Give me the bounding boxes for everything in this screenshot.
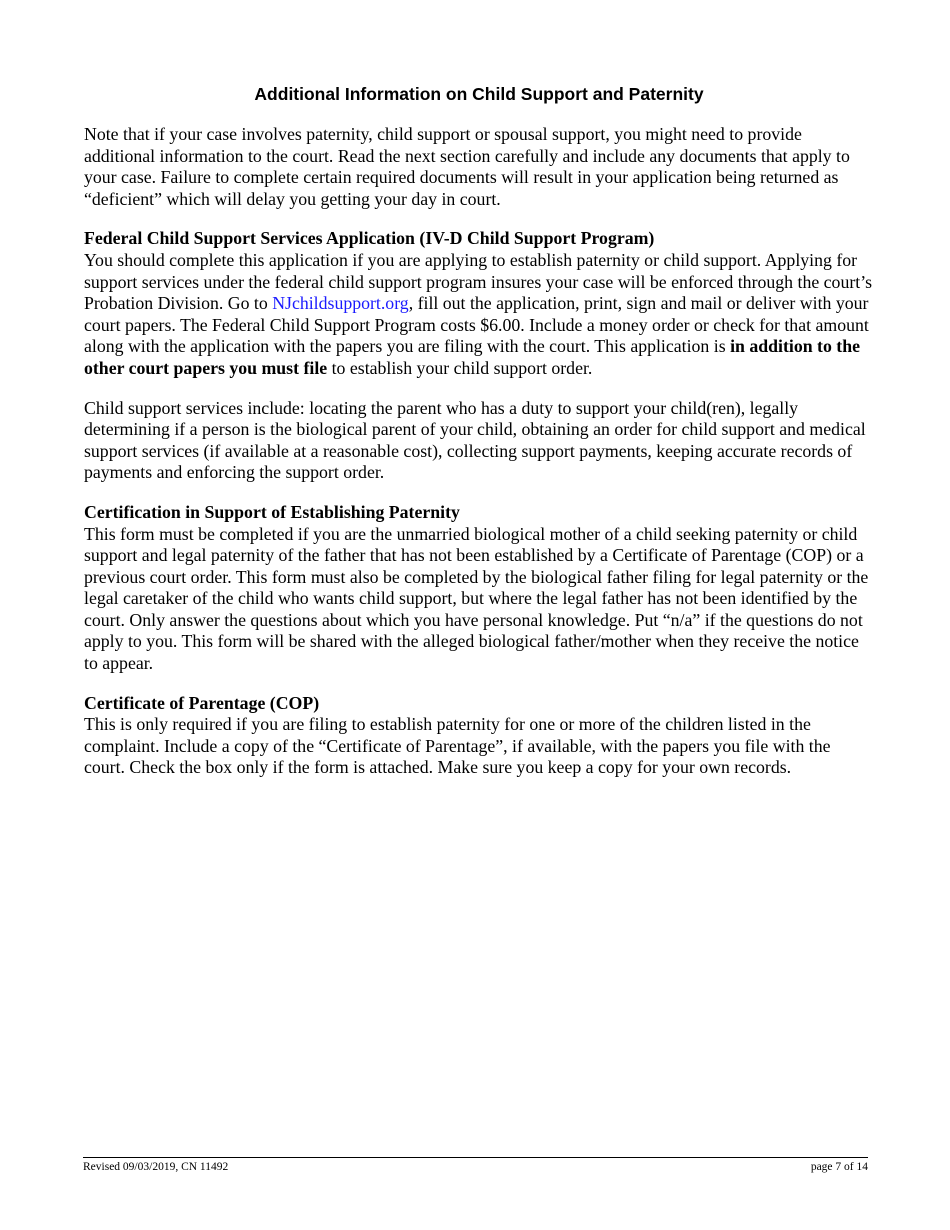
federal-heading: Federal Child Support Services Application (IV-D Child Support Program) [84, 228, 655, 249]
njchildsupport-link[interactable]: NJchildsupport.org [272, 293, 409, 314]
federal-section [84, 228, 874, 484]
page-number: page 7 of 14 [810, 1161, 868, 1173]
certification-heading: Certification in Support of Establishing Paternity [84, 501, 460, 522]
intro-paragraph: Note that if your case involves paternity, child support or spousal support, you might need to provide additional information to the court. Read the next section carefully and include any documents that apply to your case. Failure to complete certain required documents will result in your application being returned as “deficient” which will delay you getting your day in court. [84, 124, 850, 209]
page-footer [83, 1157, 868, 1174]
certification-paragraph: This form must be completed if you are the unmarried biological mother of a child seeking paternity or child support and legal paternity of the father that has not been established by a Certificate of Parentage (COP) or a previous court order. This form must also be completed by the biological father filing for legal paternity or the legal caretaker of the child who wants child support, but where the legal father has not been identified by the court. Only answer the questions about which you have personal knowledge. Put “n/a” if the questions do not apply to you. This form will be shared with the alleged biological father/mother when they receive the notice to appear. [84, 523, 869, 674]
certification-section [84, 502, 874, 675]
federal-emphasis: in addition to the other court papers you must file [84, 336, 861, 378]
document-page [84, 82, 874, 779]
page-title: Additional Information on Child Support and Paternity [254, 84, 704, 104]
cop-heading: Certificate of Parentage (COP) [84, 692, 320, 713]
services-paragraph: Child support services include: locating the parent who has a duty to support your child(ren), legally determining if a person is the biological parent of your child, obtaining an order for child support and medical support services (if available at a reasonable cost), collecting support payments, keeping accurate records of payments and enforcing the support order. [84, 397, 866, 483]
federal-text-after-link: , fill out the application, print, sign and mail or deliver with your court papers. The Federal Child Support Program costs $6.00. Include a money order or check for that amount along with the application with the papers you are filing with the court. This application is [84, 293, 869, 357]
federal-text-before-link: You should complete this application if you are applying to establish paternity or child support. Applying for support services under the federal child support program insures your case will be enforced through the court’s Probation Division. Go to [84, 249, 873, 314]
federal-paragraph [84, 250, 874, 380]
cop-paragraph: This is only required if you are filing to establish paternity for one or more of the children listed in the complaint. Include a copy of the “Certificate of Parentage”, if available, with the papers you file with the court. Check the box only if the form is attached. Make sure you keep a copy for your own records. [84, 714, 831, 778]
cop-section [84, 693, 874, 779]
revision-info: Revised 09/03/2019, CN 11492 [83, 1161, 229, 1173]
federal-text-end: to establish your child support order. [327, 357, 593, 378]
